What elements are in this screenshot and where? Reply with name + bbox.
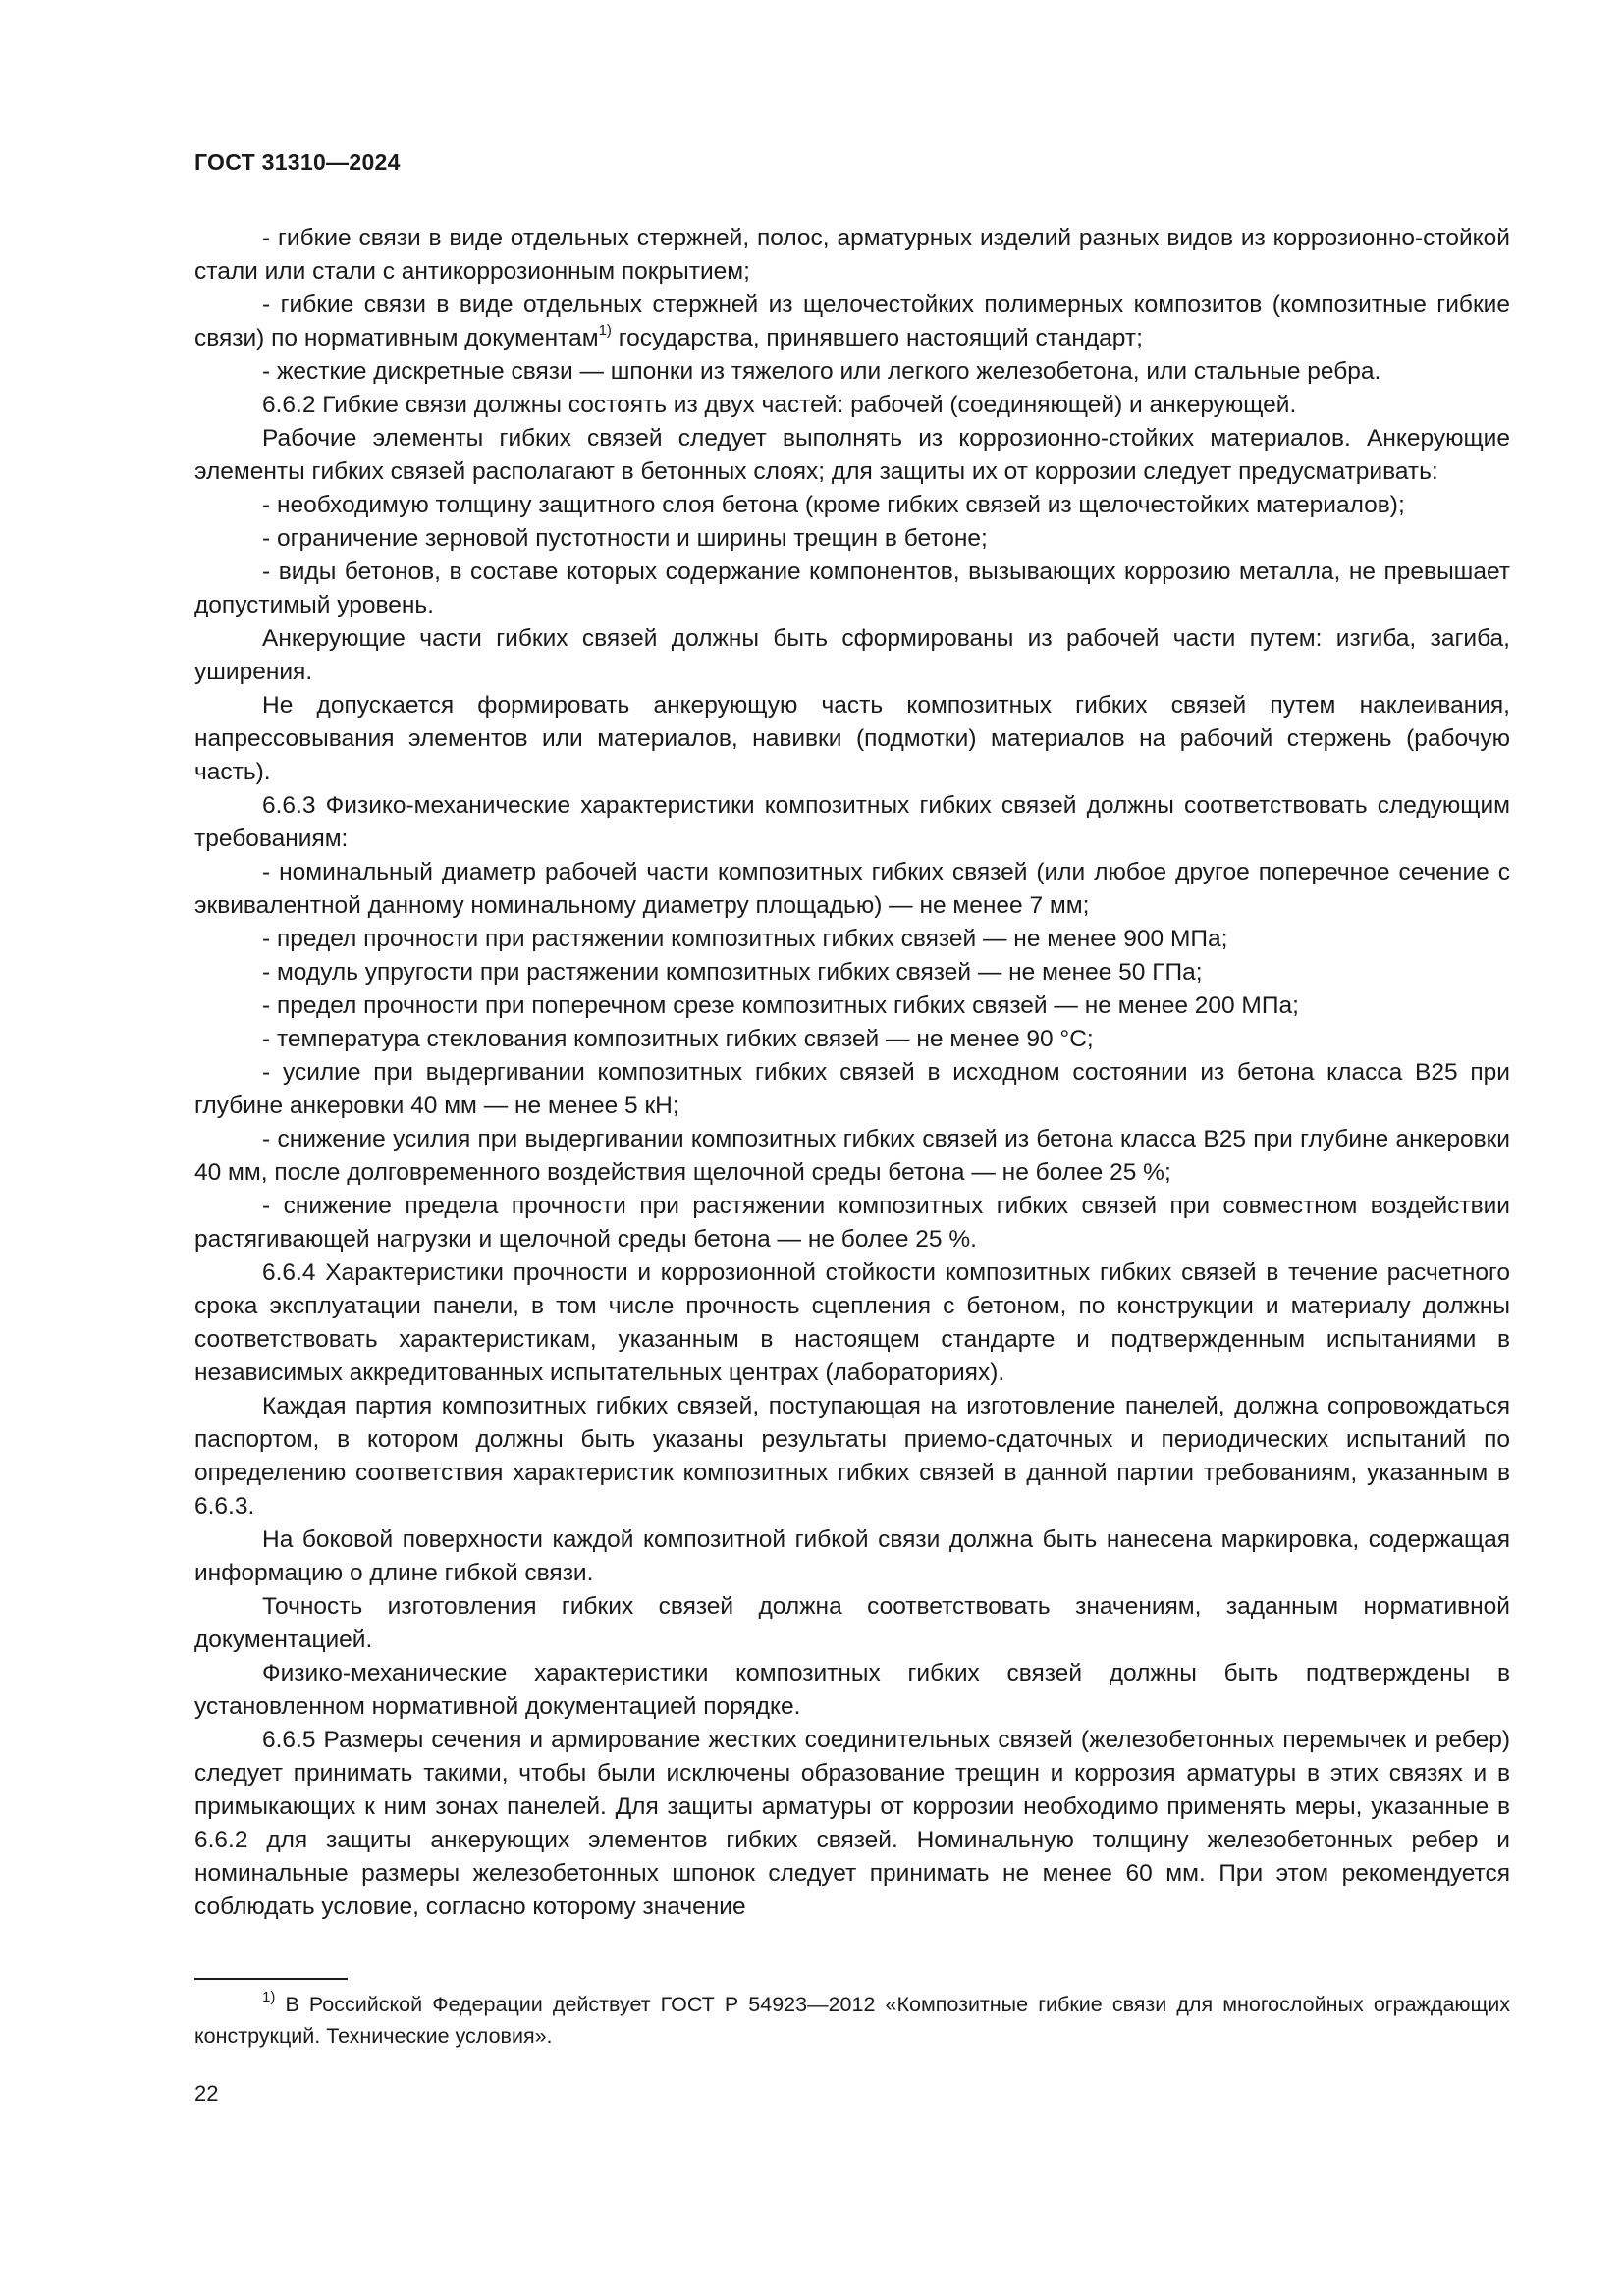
paragraph: Анкерующие части гибких связей должны быть сформированы из рабочей части путем: изгиба, загиба, уширения. xyxy=(194,625,1510,685)
paragraph: - гибкие связи в виде отдельных стержней, полос, арматурных изделий разных видов из коррозионно-стойкой стали или стали с антикоррозионным покрытием; xyxy=(194,225,1510,285)
paragraph xyxy=(194,289,1510,355)
paragraph: Точность изготовления гибких связей должна соответствовать значениям, заданным нормативной документацией. xyxy=(194,1593,1510,1653)
section-6-6-2: 6.6.2 Гибкие связи должны состоять из двух частей: рабочей (соединяющей) и анкерующей. xyxy=(262,392,1297,418)
footnote xyxy=(194,1989,1510,2052)
footnote-mark: 1) xyxy=(262,1988,276,2005)
paragraph: - необходимую толщину защитного слоя бетона (кроме гибких связей из щелочестойких материалов); xyxy=(262,492,1405,518)
paragraph: - жесткие дискретные связи — шпонки из тяжелого или легкого железобетона, или стальные ребра. xyxy=(262,358,1381,385)
paragraph: - снижение предела прочности при растяжении композитных гибких связей при совместном воздействии растягивающей нагрузки и щелочной среды бетона — не более 25 %. xyxy=(194,1193,1510,1253)
paragraph: Рабочие элементы гибких связей следует выполнять из коррозионно-стойких материалов. Анкерующие элементы гибких связей располагают в бетонных слоях; для защиты их от коррозии следует предусматривать: xyxy=(194,425,1510,485)
footnote-divider xyxy=(194,1978,348,1980)
section-6-6-5: 6.6.5 Размеры сечения и армирование жестких соединительных связей (железобетонных перемычек и ребер) следует принимать такими, чтобы были исключены образование трещин и коррозия арматуры в этих связях и в примыкающих к ним зонах панелей. Для защиты арматуры от коррозии необходимо применять меры, указанные в 6.6.2 для защиты анкерующих элементов гибких связей. Номинальную толщину железобетонных ребер и номинальные размеры железобетонных шпонок следует принимать не менее 60 мм. При этом рекомендуется соблюдать условие, согласно которому значение xyxy=(194,1727,1510,1920)
paragraph: Не допускается формировать анкерующую часть композитных гибких связей путем наклеивания, напрессовывания элементов или материалов, навивки (подмотки) материалов на рабочий стержень (рабочую часть). xyxy=(194,692,1510,785)
paragraph-text: государства, принявшего настоящий стандарт; xyxy=(611,325,1143,351)
footnote-text: В Российской Федерации действует ГОСТ Р 54923—2012 «Композитные гибкие связи для многослойных ограждающих конструкций. Технические условия». xyxy=(194,1993,1510,2048)
paragraph: - номинальный диаметр рабочей части композитных гибких связей (или любое другое поперечное сечение с эквивалентной данному номинальному диаметру площадью) — не менее 7 мм; xyxy=(194,859,1510,919)
paragraph: - снижение усилия при выдергивании композитных гибких связей из бетона класса В25 при глубине анкеровки 40 мм, после долговременного воздействия щелочной среды бетона — не более 25 %; xyxy=(194,1126,1510,1186)
paragraph: Физико-механические характеристики композитных гибких связей должны быть подтверждены в установленном нормативной документацией порядке. xyxy=(194,1660,1510,1720)
section-6-6-4: 6.6.4 Характеристики прочности и коррозионной стойкости композитных гибких связей в течение расчетного срока эксплуатации панели, в том числе прочность сцепления с бетоном, по конструкции и материалу должны соответствовать характеристикам, указанным в настоящем стандарте и подтвержденным испытаниями в независимых аккредитованных испытательных центрах (лабораториях). xyxy=(194,1259,1510,1386)
paragraph: - ограничение зерновой пустотности и ширины трещин в бетоне; xyxy=(262,525,988,552)
section-6-6-3: 6.6.3 Физико-механические характеристики композитных гибких связей должны соответствовать следующим требованиям: xyxy=(194,792,1510,852)
paragraph: Каждая партия композитных гибких связей, поступающая на изготовление панелей, должна сопровождаться паспортом, в котором должны быть указаны результаты приемо-сдаточных и периодических испытаний по определению соответствия характеристик композитных гибких связей в данной партии требованиям, указанным в 6.6.3. xyxy=(194,1393,1510,1520)
page-number: 22 xyxy=(194,2081,219,2106)
document-header: ГОСТ 31310—2024 xyxy=(194,149,401,175)
paragraph: - температура стеклования композитных гибких связей — не менее 90 °С; xyxy=(262,1026,1094,1052)
paragraph: - усилие при выдергивании композитных гибких связей в исходном состоянии из бетона класса В25 при глубине анкеровки 40 мм — не менее 5 кН; xyxy=(194,1059,1510,1119)
paragraph: - предел прочности при растяжении композитных гибких связей — не менее 900 МПа; xyxy=(262,926,1228,952)
body-text xyxy=(194,222,1510,1924)
paragraph: - предел прочности при поперечном срезе композитных гибких связей — не менее 200 МПа; xyxy=(262,992,1299,1019)
paragraph-text: - гибкие связи в виде отдельных стержней из щелочестойких полимерных композитов (композитные гибкие связи) по нормативным документам xyxy=(194,292,1510,351)
paragraph: На боковой поверхности каждой композитной гибкой связи должна быть нанесена маркировка, содержащая информацию о длине гибкой связи. xyxy=(194,1526,1510,1586)
paragraph: - модуль упругости при растяжении композитных гибких связей — не менее 50 ГПа; xyxy=(262,959,1203,986)
footnote-reference[interactable]: 1) xyxy=(598,321,612,339)
paragraph: - виды бетонов, в составе которых содержание компонентов, вызывающих коррозию металла, не превышает допустимый уровень. xyxy=(194,559,1510,618)
